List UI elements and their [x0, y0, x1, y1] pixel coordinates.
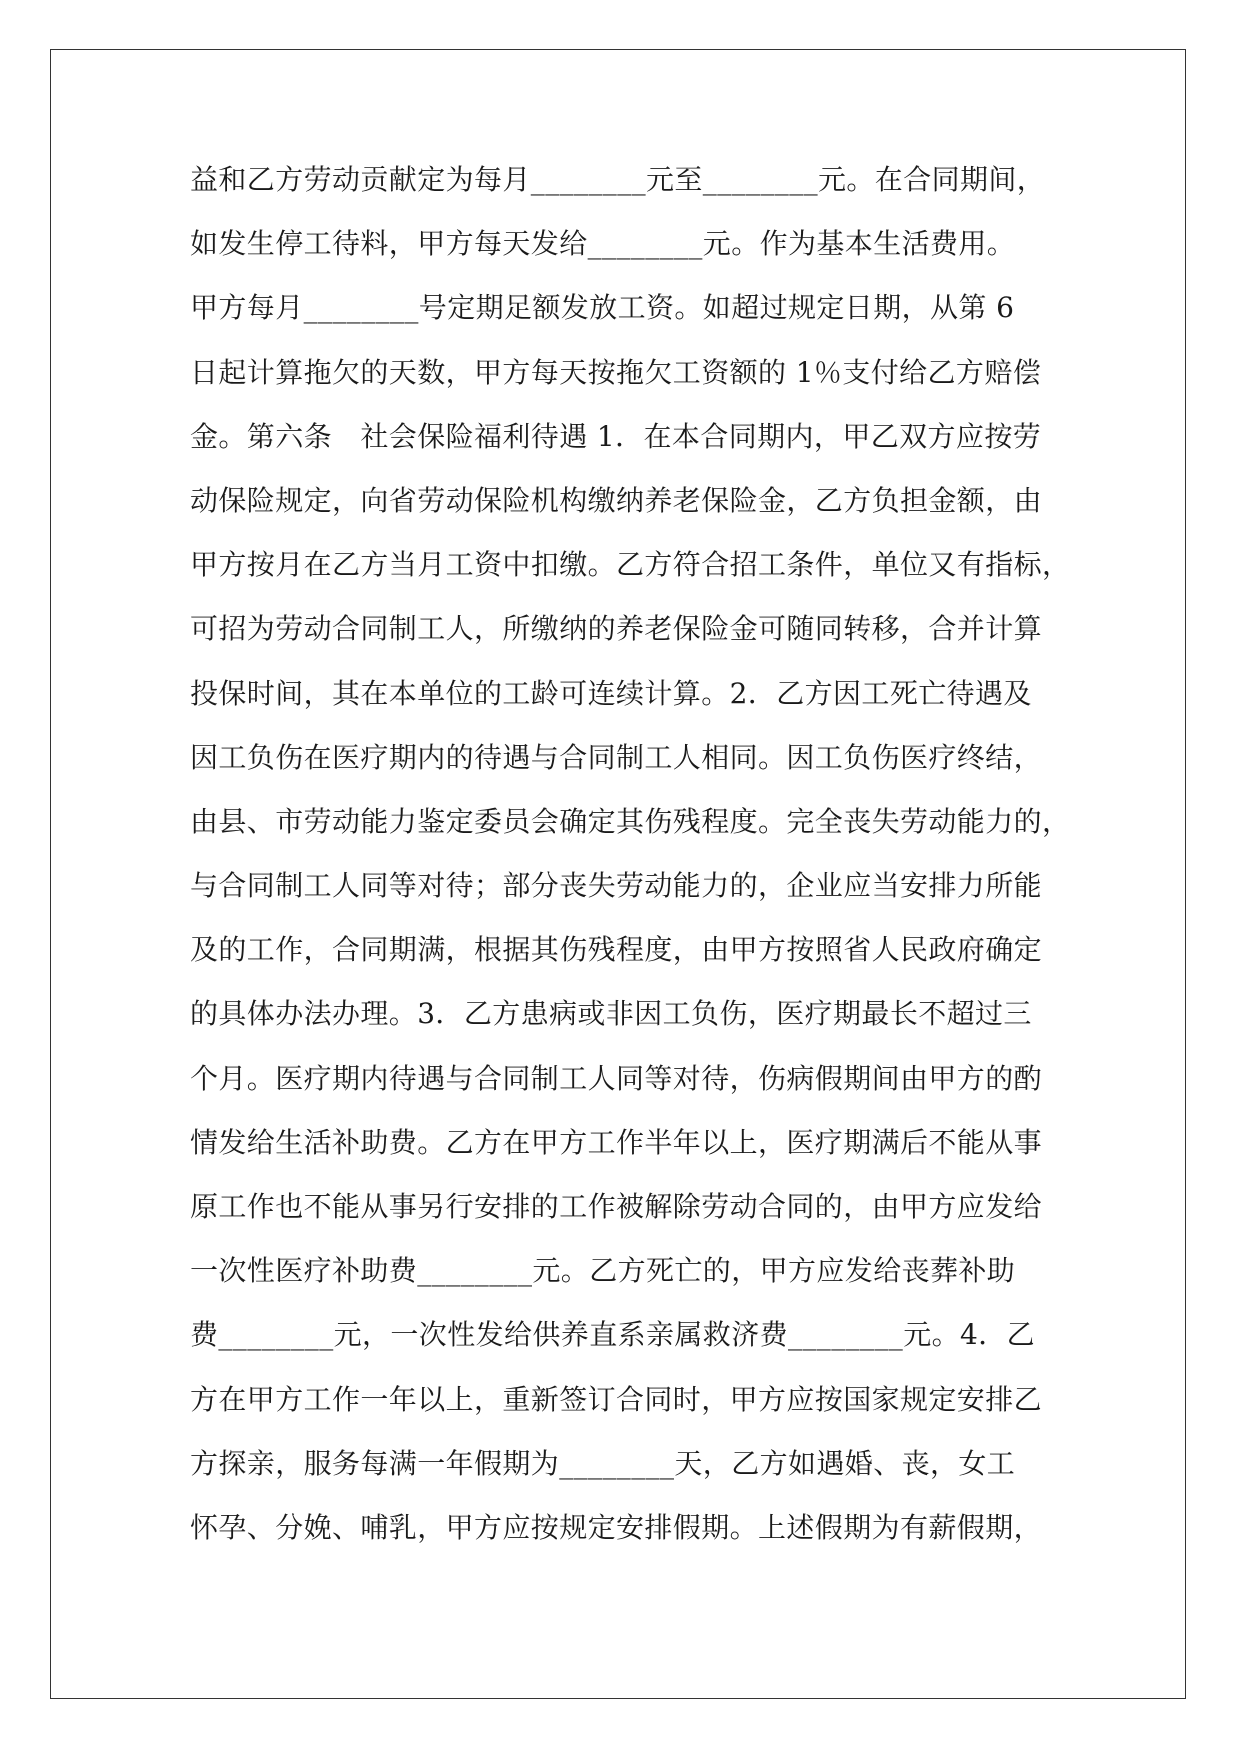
text-line: 及的工作，合同期满，根据其伤残程度，由甲方按照省人民政府确定 — [190, 933, 1043, 967]
text-line: 益和乙方劳动贡献定为每月________元至________元。在合同期间， — [190, 163, 1046, 196]
text-line: 金。第六条 社会保险福利待遇 1．在本合同期内，甲乙双方应按劳 — [190, 419, 1042, 453]
text-line: 如发生停工待料，甲方每天发给________元。作为基本生活费用。 — [190, 227, 1016, 261]
text-line: 与合同制工人同等对待；部分丧失劳动能力的，企业应当安排力所能 — [190, 869, 1043, 903]
text-line: 一次性医疗补助费________元。乙方死亡的，甲方应发给丧葬补助 — [190, 1254, 1016, 1288]
text-line: 方在甲方工作一年以上，重新签订合同时，甲方应按国家规定安排乙 — [190, 1382, 1043, 1416]
text-line: 由县、市劳动能力鉴定委员会确定其伤残程度。完全丧失劳动能力的， — [190, 804, 1071, 838]
text-line: 方探亲，服务每满一年假期为________天，乙方如遇婚、丧，女工 — [190, 1446, 1016, 1480]
text-line: 动保险规定，向省劳动保险机构缴纳养老保险金，乙方负担金额，由 — [190, 483, 1043, 517]
text-line: 日起计算拖欠的天数，甲方每天按拖欠工资额的 1％支付给乙方赔偿 — [190, 355, 1042, 389]
text-line: 因工负伤在医疗期内的待遇与合同制工人相同。因工负伤医疗终结， — [190, 740, 1043, 774]
text-line: 个月。医疗期内待遇与合同制工人同等对待，伤病假期间由甲方的酌 — [190, 1061, 1043, 1095]
text-line: 的具体办法办理。3．乙方患病或非因工负伤，医疗期最长不超过三 — [190, 997, 1032, 1031]
text-line: 甲方每月________号定期足额发放工资。如超过规定日期，从第 6 — [190, 291, 1015, 325]
text-line: 原工作也不能从事另行安排的工作被解除劳动合同的，由甲方应发给 — [190, 1190, 1043, 1223]
text-line: 投保时间，其在本单位的工龄可连续计算。2．乙方因工死亡待遇及 — [190, 676, 1032, 710]
contract-body-text — [190, 148, 1090, 1560]
text-line: 情发给生活补助费。乙方在甲方工作半年以上，医疗期满后不能从事 — [190, 1125, 1043, 1159]
text-line: 费________元，一次性发给供养直系亲属救济费________元。4．乙 — [190, 1318, 1036, 1352]
text-line: 怀孕、分娩、哺乳，甲方应按规定安排假期。上述假期为有薪假期， — [190, 1510, 1043, 1544]
text-line: 可招为劳动合同制工人，所缴纳的养老保险金可随同转移，合并计算 — [190, 612, 1043, 646]
text-line: 甲方按月在乙方当月工资中扣缴。乙方符合招工条件，单位又有指标， — [190, 548, 1071, 582]
